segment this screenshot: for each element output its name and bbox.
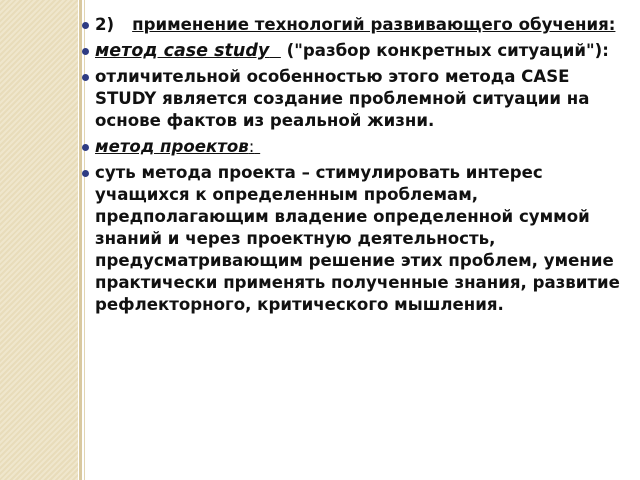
item-number: 2) — [95, 15, 115, 34]
bullet-dot-icon — [82, 48, 89, 55]
bullet-dot-icon — [82, 170, 89, 177]
slide-content — [82, 14, 630, 320]
bullet-item — [82, 66, 630, 132]
bullet-text — [95, 136, 630, 158]
bullet-text — [95, 14, 630, 36]
bullet-dot-icon — [82, 144, 89, 151]
method-name-projects: метод проектов — [95, 137, 249, 156]
bullet-dot-icon — [82, 22, 89, 29]
bullet-item — [82, 162, 630, 316]
method-colon: : — [248, 137, 255, 156]
decorative-left-band — [0, 0, 78, 480]
bullet-item — [82, 40, 630, 62]
bullet-item — [82, 136, 630, 158]
bullet-text: суть метода проекта – стимулировать интерес учащихся к определенным проблемам, предполагающим владение определенной суммой знаний и через проектную деятельность, предусматривающим решение этих проблем, умение практически применять полученные знания, развитие рефлекторного, критического мышления. — [95, 163, 620, 314]
method-name-case-study: метод case study — [95, 41, 270, 61]
method-description: ("разбор конкретных ситуаций"): — [280, 41, 609, 60]
bullet-dot-icon — [82, 74, 89, 81]
bullet-text: отличительной особенностью этого метода CASE STUDY является создание проблемной ситуации на основе фактов из реальной жизни. — [95, 67, 590, 130]
bullet-item — [82, 14, 630, 36]
bullet-text — [95, 40, 630, 62]
section-heading: применение технологий развивающего обучения: — [132, 15, 616, 34]
